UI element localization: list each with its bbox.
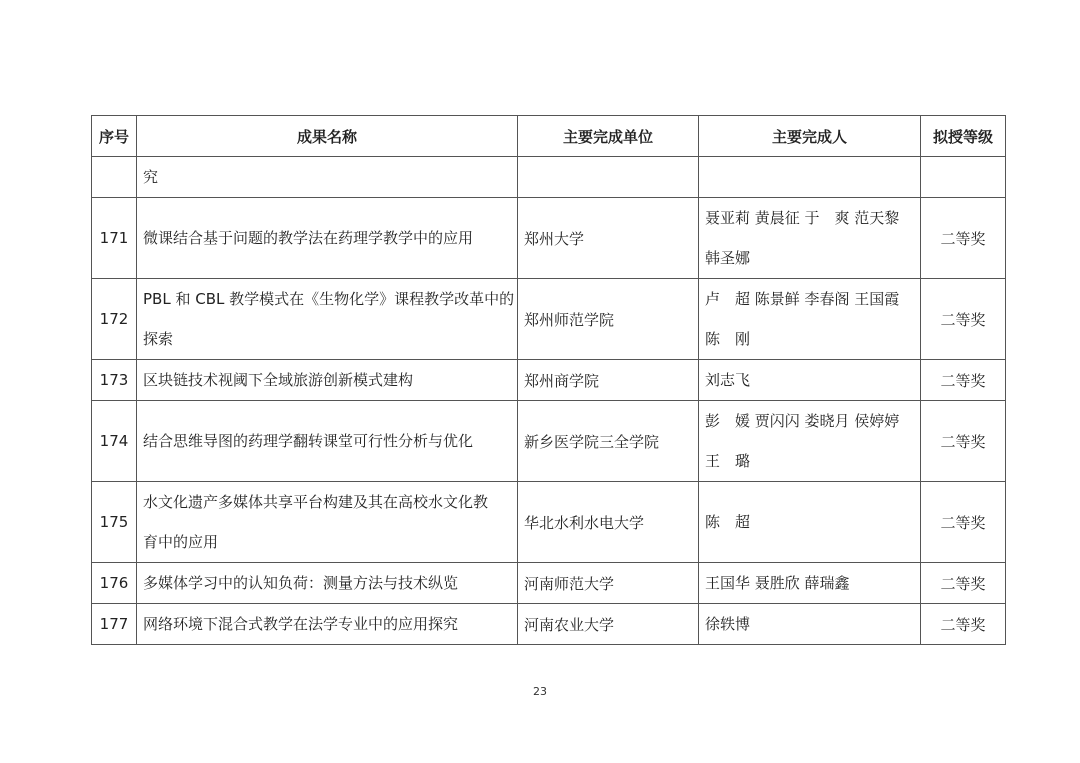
people-line: 彭 媛 贾闪闪 娄晓月 侯婷婷 (705, 412, 900, 430)
continuation-row (92, 157, 1006, 198)
name-line: 究 (143, 168, 159, 186)
people-line: 徐轶博 (705, 615, 751, 633)
cell-level (921, 157, 1006, 198)
cell-people (699, 198, 921, 279)
cell-level: 二等奖 (921, 604, 1006, 645)
cell-name (137, 401, 518, 482)
cell-name (137, 360, 518, 401)
name-line: 水文化遗产多媒体共享平台构建及其在高校水文化教 (143, 493, 489, 511)
cell-num: 177 (92, 604, 137, 645)
awards-table (91, 115, 1006, 645)
name-line: 结合思维导图的药理学翻转课堂可行性分析与优化 (143, 432, 474, 450)
cell-people (699, 482, 921, 563)
cell-name (137, 157, 518, 198)
cell-unit (518, 157, 699, 198)
cell-people (699, 360, 921, 401)
header-row (92, 116, 1006, 157)
table-row (92, 279, 1006, 360)
table-row (92, 401, 1006, 482)
cell-level: 二等奖 (921, 563, 1006, 604)
cell-unit: 郑州大学 (518, 198, 699, 279)
name-line: 区块链技术视阈下全域旅游创新模式建构 (143, 371, 414, 389)
cell-level: 二等奖 (921, 401, 1006, 482)
name-line: PBL 和 CBL 教学模式在《生物化学》课程教学改革中的 (143, 290, 515, 308)
cell-name (137, 604, 518, 645)
cell-unit: 新乡医学院三全学院 (518, 401, 699, 482)
cell-num: 173 (92, 360, 137, 401)
cell-unit: 河南师范大学 (518, 563, 699, 604)
header-name: 成果名称 (137, 116, 518, 157)
cell-num: 171 (92, 198, 137, 279)
name-line: 探索 (143, 330, 174, 348)
cell-unit: 河南农业大学 (518, 604, 699, 645)
table-row (92, 482, 1006, 563)
cell-unit: 华北水利水电大学 (518, 482, 699, 563)
cell-people (699, 604, 921, 645)
cell-unit: 郑州师范学院 (518, 279, 699, 360)
cell-num: 176 (92, 563, 137, 604)
name-line: 育中的应用 (143, 533, 219, 551)
cell-level: 二等奖 (921, 198, 1006, 279)
header-unit: 主要完成单位 (518, 116, 699, 157)
cell-num: 172 (92, 279, 137, 360)
cell-num: 174 (92, 401, 137, 482)
people-line: 王国华 聂胜欣 薛瑞鑫 (705, 574, 850, 592)
cell-name (137, 198, 518, 279)
name-line: 多媒体学习中的认知负荷：测量方法与技术纵览 (143, 574, 459, 592)
header-seq: 序号 (92, 116, 137, 157)
people-line: 王 璐 (705, 452, 751, 470)
cell-num (92, 157, 137, 198)
cell-name (137, 563, 518, 604)
table-row (92, 360, 1006, 401)
cell-num: 175 (92, 482, 137, 563)
people-line: 卢 超 陈景鲜 李春阁 王国霞 (705, 290, 900, 308)
table-row (92, 604, 1006, 645)
header-people: 主要完成人 (699, 116, 921, 157)
name-line: 微课结合基于问题的教学法在药理学教学中的应用 (143, 229, 474, 247)
people-line: 陈 超 (705, 513, 751, 531)
header-level: 拟授等级 (921, 116, 1006, 157)
cell-name (137, 279, 518, 360)
cell-name (137, 482, 518, 563)
cell-level: 二等奖 (921, 279, 1006, 360)
people-line: 刘志飞 (705, 371, 751, 389)
cell-unit: 郑州商学院 (518, 360, 699, 401)
table-row (92, 198, 1006, 279)
table-row (92, 563, 1006, 604)
cell-people (699, 279, 921, 360)
people-line: 韩圣娜 (705, 249, 751, 267)
people-line: 陈 刚 (705, 330, 751, 348)
page-number: 23 (533, 685, 547, 698)
cell-people (699, 563, 921, 604)
people-line: 聂亚莉 黄晨征 于 爽 范天黎 (705, 209, 900, 227)
cell-level: 二等奖 (921, 360, 1006, 401)
cell-people (699, 401, 921, 482)
cell-level: 二等奖 (921, 482, 1006, 563)
cell-people (699, 157, 921, 198)
name-line: 网络环境下混合式教学在法学专业中的应用探究 (143, 615, 459, 633)
